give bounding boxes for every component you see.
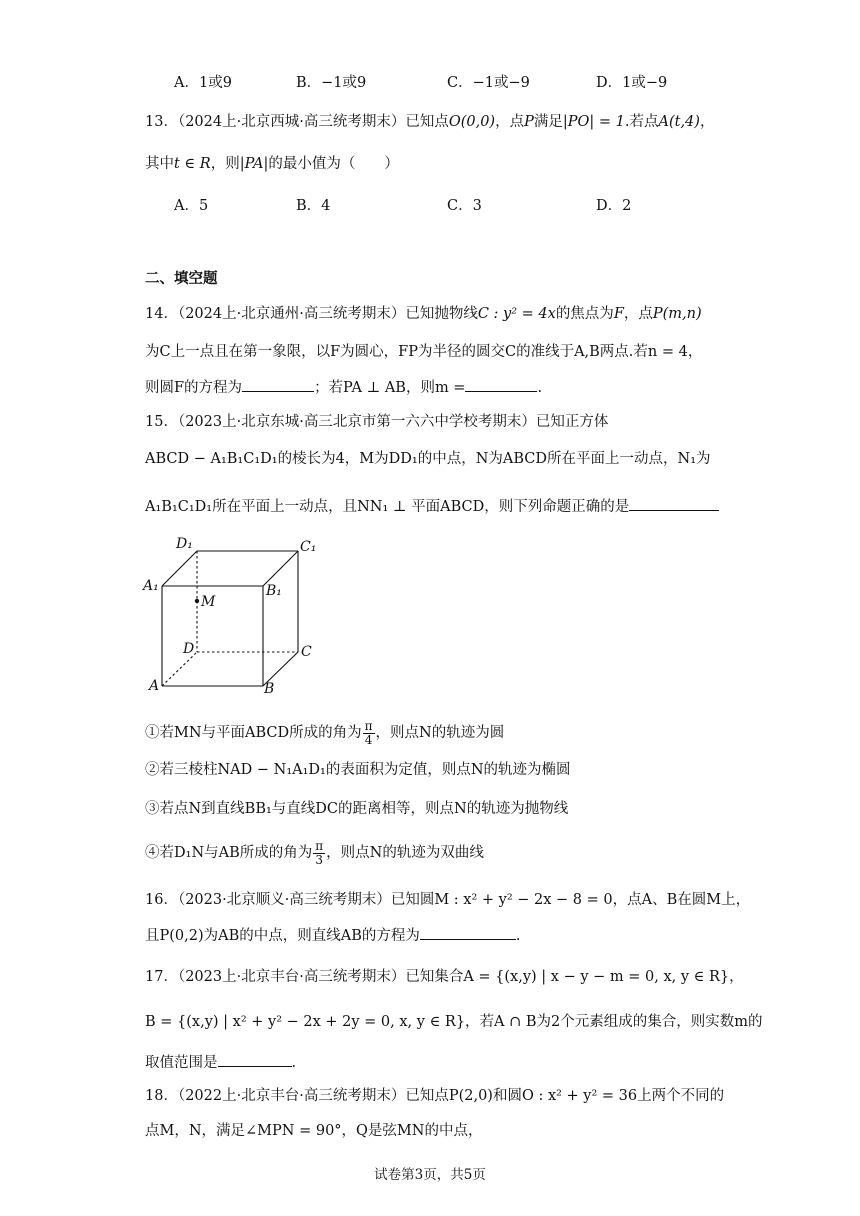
q13-option-b: B．4 xyxy=(296,198,331,214)
q18-source: （2022上·北京丰台·高三统考期末） xyxy=(177,1088,406,1104)
q12-option-c: C．−1或−9 xyxy=(447,75,530,91)
q17-answer-blank[interactable] xyxy=(218,1052,292,1067)
q18-line-2: 点M，N，满足∠MPN = 90°，Q是弦MN的中点， xyxy=(145,1123,483,1139)
q13-option-d: D．2 xyxy=(596,198,632,214)
q15-source: （2023上·北京东城·高三北京市第一六六中学校考期末） xyxy=(177,414,536,430)
q12-option-b: B．−1或9 xyxy=(296,75,367,91)
q15-choice-3: ③若点N到直线BB₁与直线DC的距离相等，则点N的轨迹为抛物线 xyxy=(145,801,569,817)
label-m: M xyxy=(201,594,216,610)
q15-line-2: ABCD − A₁B₁C₁D₁的棱长为4，M为DD₁的中点，N为ABCD所在平面上一动点，N₁为 xyxy=(145,451,711,467)
edge-b1-c1 xyxy=(263,551,298,586)
label-a1: A₁ xyxy=(143,578,159,594)
q13-option-c: C．3 xyxy=(447,198,482,214)
edge-a-d-hidden xyxy=(162,652,197,686)
q14-line-2: 为C上一点且在第一象限，以F为圆心，FP为半径的圆交C的准线于A,B两点.若n = 4， xyxy=(145,344,703,360)
q17-line-1: 17．（2023上·北京丰台·高三统考期末）已知集合A = {(x,y) | x − y − m = 0, x, y ∈ R}， xyxy=(145,969,744,985)
q15-answer-blank[interactable] xyxy=(629,496,719,511)
q14-source: （2024上·北京通州·高三统考期末） xyxy=(177,306,406,322)
q15-choice-4: ④若D₁N与AB所成的角为 $\frac{\pi}{3}$ ，则点N的轨迹为双曲线 xyxy=(145,838,484,867)
q16-answer-blank[interactable] xyxy=(420,925,516,940)
point-m xyxy=(195,599,199,603)
q14-line-1: 14．（2024上·北京通州·高三统考期末）已知抛物线C : y² = 4x的焦点为F，点P(m,n) xyxy=(145,306,702,322)
q16-source: （2023·北京顺义·高三统考期末） xyxy=(177,892,391,908)
q12-option-d: D．1或−9 xyxy=(596,75,668,91)
q18-line-1: 18．（2022上·北京丰台·高三统考期末）已知点P(2,0)和圆O : x² + y² = 36上两个不同的 xyxy=(145,1088,725,1104)
fraction-pi-over-4: $\frac{\pi}{4}$ xyxy=(364,718,373,747)
label-c: C xyxy=(301,644,312,660)
label-b: B xyxy=(264,681,275,697)
label-c1: C₁ xyxy=(300,539,317,555)
q16-line-2: 且P(0,2)为AB的中点，则直线AB的方程为 . xyxy=(145,925,521,946)
label-a: A xyxy=(149,678,160,694)
q17-source: （2023上·北京丰台·高三统考期末） xyxy=(177,969,406,985)
q13-source: （2024上·北京西城·高三统考期末） xyxy=(177,114,406,130)
q14-line-3: 则圆F的方程为 ；若PA ⊥ AB，则m = . xyxy=(145,377,542,398)
q17-line-2: B = {(x,y) | x² + y² − 2x + 2y = 0, x, y ∈ R}，若A ∩ B为2个元素组成的集合，则实数m的 xyxy=(145,1014,763,1030)
q14-answer-blank-1[interactable] xyxy=(242,377,314,392)
q15-choice-1: ①若MN与平面ABCD所成的角为 $\frac{\pi}{4}$ ，则点N的轨迹为圆 xyxy=(145,718,505,747)
page-footer: 试卷第3页，共5页 xyxy=(374,1167,486,1183)
q15-line-3: A₁B₁C₁D₁所在平面上一动点，且NN₁ ⊥ 平面ABCD，则下列命题正确的是 xyxy=(145,496,719,517)
q12-option-a: A．1或9 xyxy=(174,75,232,91)
q15-choice-2: ②若三棱柱NAD − N₁A₁D₁的表面积为定值，则点N的轨迹为椭圆 xyxy=(145,762,571,778)
edge-a1-d1 xyxy=(162,551,197,586)
label-d: D xyxy=(183,641,195,657)
q15-line-1: 15．（2023上·北京东城·高三北京市第一六六中学校考期末）已知正方体 xyxy=(145,414,609,430)
q17-line-3: 取值范围是 . xyxy=(145,1052,296,1073)
label-b1: B₁ xyxy=(266,583,282,599)
q13-line-2: 其中t ∈ R，则|PA|的最小值为（ ） xyxy=(145,156,399,172)
q16-line-1: 16．（2023·北京顺义·高三统考期末）已知圆M : x² + y² − 2x − 8 = 0，点A、B在圆M上， xyxy=(145,892,751,908)
q14-answer-blank-2[interactable] xyxy=(465,377,537,392)
section-heading-fill-in: 二、填空题 xyxy=(145,270,218,287)
label-d1: D₁ xyxy=(176,536,193,552)
q13-option-a: A．5 xyxy=(174,198,209,214)
fraction-pi-over-3: $\frac{\pi}{3}$ xyxy=(315,838,324,867)
q13-number: 13． xyxy=(145,114,178,130)
q13-line-1: 13．（2024上·北京西城·高三统考期末）已知点O(0,0)，点P满足|PO| = 1.若点A(t,4)， xyxy=(145,114,715,130)
cube-figure xyxy=(140,532,340,700)
